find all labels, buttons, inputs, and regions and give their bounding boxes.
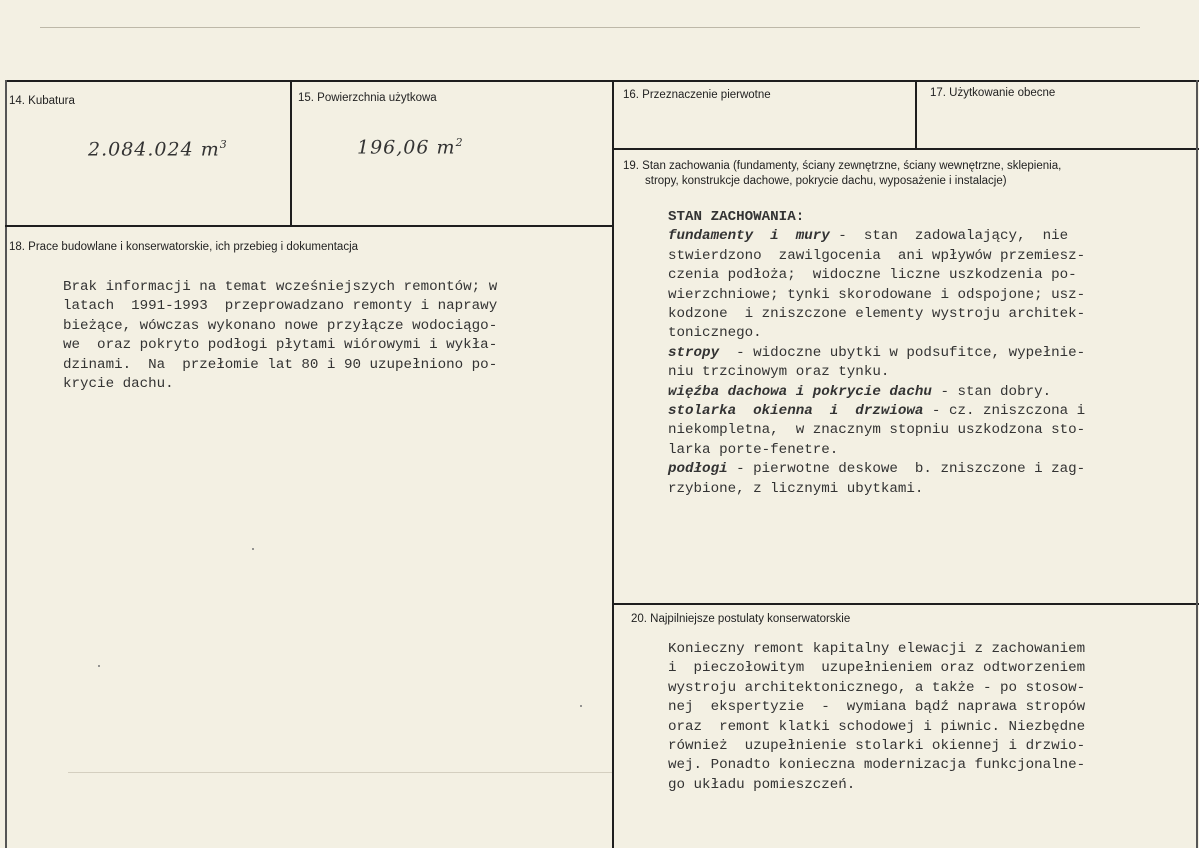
field-20-label: 20. Najpilniejsze postulaty konserwatorskie [631, 613, 851, 625]
grid-line-under-19 [612, 603, 1199, 605]
f19-text: larka porte-fenetre. [668, 441, 839, 458]
f20-line: oraz remont klatki schodowej i piwnic. Niezbędne [668, 718, 1086, 735]
grid-line-right-edge [1196, 80, 1198, 848]
f18-line: dzinami. Na przełomie lat 80 i 90 uzupełniono po- [63, 356, 498, 373]
f19-text: rzybione, z licznymi ubytkami. [668, 480, 924, 497]
f20-line: i pieczołowitym uzupełnieniem oraz odtworzeniem [668, 660, 1086, 677]
field-18-label: 18. Prace budowlane i konserwatorskie, ich przebieg i dokumentacja [9, 241, 359, 253]
f19-text: niekompletna, w znacznym stopniu uszkodzona sto- [668, 422, 1086, 439]
field-15-label: 15. Powierzchnia użytkowa [298, 92, 437, 104]
f19-text: tonicznego. [668, 325, 762, 342]
f20-line: go układu pomieszczeń. [668, 776, 856, 793]
field-14-value [88, 138, 228, 160]
field-18-text [63, 278, 497, 394]
f20-line: wej. Ponadto konieczna modernizacja funkcjonalne- [668, 757, 1086, 774]
f20-line: również uzupełnienie stolarki okiennej i drzwio- [668, 738, 1086, 755]
f19-text: wierzchniowe; tynki skorodowane i odspojone; usz- [668, 286, 1086, 303]
f19-text: - stan dobry. [931, 383, 1052, 400]
field-19-label-line1: 19. Stan zachowania (fundamenty, ściany zewnętrzne, ściany wewnętrzne, sklepienia, [623, 160, 1062, 172]
grid-line-middle [612, 80, 614, 848]
f19-text: - cz. zniszczona i [923, 403, 1086, 420]
f19-title: STAN ZACHOWANIA: [668, 209, 805, 225]
f19-text: czenia podłoża; widoczne liczne uszkodzenia po- [668, 267, 1077, 284]
grid-line-16-17 [915, 80, 917, 150]
powierzchnia-number: 196,06 [357, 136, 430, 159]
f20-line: Konieczny remont kapitalny elewacji z zachowaniem [668, 641, 1086, 657]
f18-line: krycie dachu. [63, 376, 174, 393]
kubatura-unit-sup: 3 [219, 138, 228, 151]
f18-line: latach 1991-1993 przeprowadzano remonty i naprawy [63, 298, 498, 315]
kubatura-unit: m [200, 138, 220, 161]
f20-line: nej ekspertyzie - wymiana bądź naprawa stropów [668, 699, 1086, 716]
f19-text: - widoczne ubytki w podsufitce, wypełnie- [719, 344, 1086, 361]
faint-guide-line [68, 772, 612, 773]
field-19-text [668, 208, 1085, 499]
top-faint-line [40, 27, 1140, 28]
f18-line: bieżące, wówczas wykonano nowe przyłącze wodociągo- [63, 317, 498, 334]
scan-speck [580, 705, 582, 707]
scan-speck [252, 548, 254, 550]
f19-heading-podlogi: podłogi [668, 461, 728, 478]
f19-text: stwierdzono zawilgocenia ani wpływów przemiesz- [668, 247, 1086, 264]
field-17-label: 17. Użytkowanie obecne [930, 87, 1056, 99]
grid-line-top [5, 80, 1199, 82]
scan-speck [98, 665, 100, 667]
f19-heading-wiezba: więźba dachowa i pokrycie dachu [668, 383, 932, 400]
grid-line-under-16-17 [612, 148, 1199, 150]
grid-line-under-14-15 [5, 225, 614, 227]
f19-heading-fundamenty: fundamenty i mury [668, 228, 830, 245]
field-16-label: 16. Przeznaczenie pierwotne [623, 89, 771, 101]
f20-line: wystroju architektonicznego, a także - po stosow- [668, 679, 1086, 696]
powierzchnia-unit: m [436, 136, 456, 159]
field-15-value [357, 136, 464, 158]
grid-line-left-edge [5, 80, 7, 848]
f19-heading-stolarka: stolarka okienna i drzwiowa [668, 403, 924, 420]
f19-text: kodzone i zniszczone elementy wystroju architek- [668, 306, 1086, 323]
field-14-label: 14. Kubatura [9, 95, 75, 107]
f19-text: - pierwotne deskowe b. zniszczone i zag- [727, 461, 1086, 478]
f19-text: - stan zadowalający, nie [829, 228, 1069, 245]
f18-line: we oraz pokryto podłogi płytami wiórowymi i wykła- [63, 337, 498, 354]
powierzchnia-unit-sup: 2 [455, 136, 464, 149]
f19-heading-stropy: stropy [668, 344, 720, 361]
kubatura-number: 2.084.024 [88, 138, 194, 161]
field-20-text [668, 640, 1085, 795]
f19-text: niu trzcinowym oraz tynku. [668, 364, 890, 381]
grid-line-14-15 [290, 80, 292, 226]
field-19-label-line2: stropy, konstrukcje dachowe, pokrycie dachu, wyposażenie i instalacje) [645, 175, 1007, 187]
f18-line: Brak informacji na temat wcześniejszych remontów; w [63, 279, 498, 295]
